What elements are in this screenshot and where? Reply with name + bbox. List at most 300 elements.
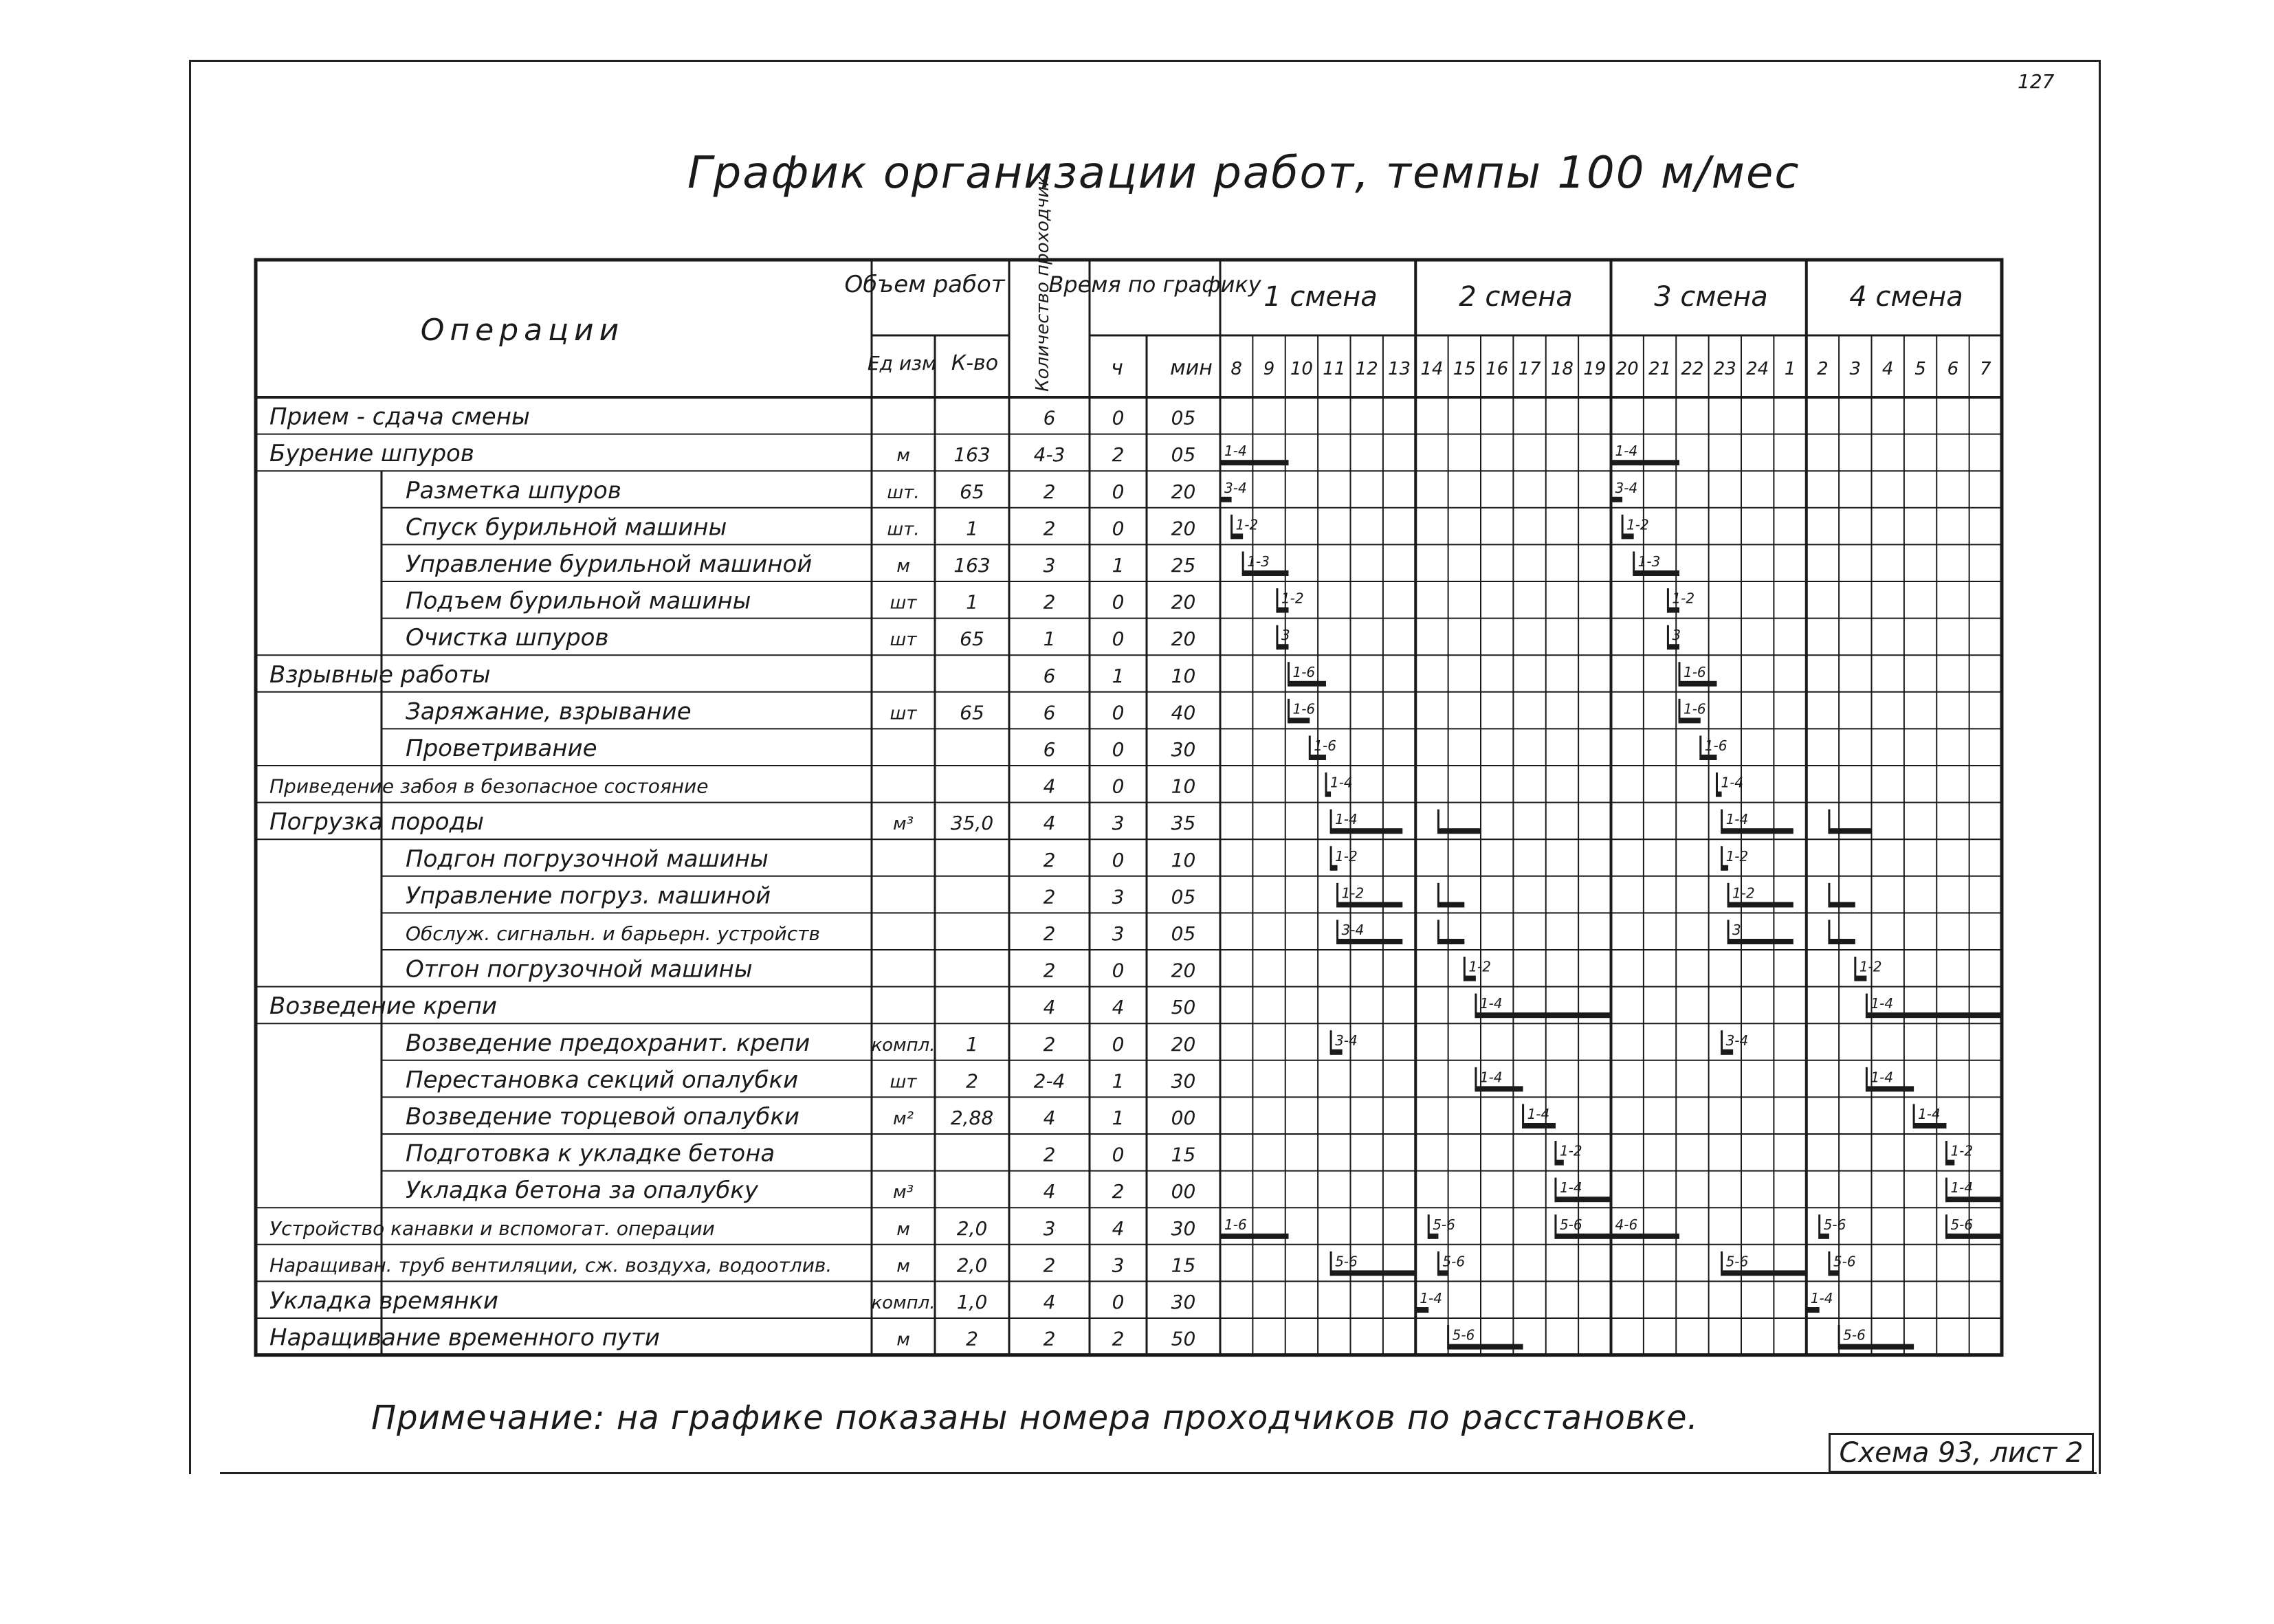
table-row <box>406 1177 1195 1204</box>
minutes-cell: 20 <box>1171 959 1196 982</box>
workers-cell: 6 <box>1043 701 1056 724</box>
operation-name: Обслуж. сигнальн. и барьерн. устройств <box>406 922 820 945</box>
bar-mark <box>1728 939 1793 944</box>
hour-label: 22 <box>1681 359 1704 379</box>
page-title: График организации работ, темпы 100 м/мес <box>687 148 1800 199</box>
hour-label: 6 <box>1947 359 1959 379</box>
bar-mark <box>1866 1086 1914 1091</box>
gantt-bar <box>1220 441 1288 466</box>
table-row <box>406 588 1195 615</box>
minutes-cell: 20 <box>1171 590 1196 614</box>
gantt-bar <box>1829 920 1855 944</box>
gantt-bar <box>1611 441 1679 466</box>
operation-name: Погрузка породы <box>269 808 484 836</box>
gantt-bar <box>1277 588 1304 613</box>
hours-cell: 2 <box>1112 1327 1125 1350</box>
table-row <box>406 956 1195 983</box>
minutes-cell: 40 <box>1171 701 1196 724</box>
bar-mark <box>1277 608 1289 613</box>
bar-mark <box>1611 497 1623 502</box>
hours-cell: 3 <box>1112 1254 1125 1277</box>
operation-name: Отгон погрузочной машины <box>406 955 753 983</box>
operation-name: Взрывные работы <box>269 660 491 689</box>
hour-label: 24 <box>1746 359 1769 379</box>
bar-label: 1-2 <box>1281 590 1304 607</box>
table-row <box>406 477 1195 504</box>
bar-label: 5-6 <box>1559 1216 1582 1233</box>
operation-name: Управление бурильной машиной <box>406 550 813 578</box>
hours-cell: 0 <box>1112 848 1125 871</box>
unit-cell: шт <box>890 630 917 651</box>
hours-cell: 0 <box>1112 406 1125 430</box>
workers-cell: 4 <box>1043 1106 1056 1129</box>
gantt-bar <box>1722 1030 1749 1055</box>
minutes-cell: 00 <box>1171 1180 1196 1203</box>
bar-mark <box>1728 902 1793 907</box>
hours-cell: 0 <box>1112 590 1125 614</box>
footnote: Примечание: на графике показаны номера проходчиков по расстановке. <box>371 1399 1699 1437</box>
table-row <box>269 440 1195 467</box>
bar-mark <box>1288 681 1325 687</box>
gantt-bar <box>1728 920 1793 944</box>
operation-name: Возведение торцевой опалубки <box>406 1103 799 1131</box>
bar-mark <box>1556 1160 1564 1166</box>
gantt-bar <box>1523 1104 1556 1128</box>
qty-cell: 2,0 <box>956 1216 988 1240</box>
bar-label: 1-6 <box>1224 1216 1247 1233</box>
gantt-bar <box>1634 551 1679 576</box>
gantt-bar <box>1288 699 1315 724</box>
bar-label: 1-4 <box>1479 995 1503 1012</box>
operation-name: Перестановка секций опалубки <box>406 1066 799 1094</box>
hours-cell: 0 <box>1112 517 1125 540</box>
workers-cell: 4-3 <box>1033 443 1066 467</box>
hour-label: 10 <box>1290 359 1313 379</box>
gantt-bar <box>1331 810 1402 834</box>
qty-cell: 65 <box>960 480 984 503</box>
table-row <box>269 1324 1195 1352</box>
operation-name: Спуск бурильной машины <box>406 513 727 542</box>
gantt-bar <box>1701 735 1727 760</box>
unit-cell: м <box>896 1329 910 1350</box>
operation-name: Разметка шпуров <box>406 476 621 504</box>
workers-cell: 2 <box>1043 517 1056 540</box>
workers-cell: 2 <box>1043 922 1056 945</box>
hour-label: 2 <box>1817 359 1829 379</box>
gantt-bar <box>1232 515 1259 540</box>
gantt-bar <box>1820 1214 1846 1239</box>
workers-cell: 4 <box>1043 775 1056 798</box>
minutes-cell: 30 <box>1171 1291 1196 1313</box>
operation-name: Прием - сдача смены <box>269 403 530 431</box>
hours-cell: 4 <box>1112 996 1125 1019</box>
bar-label: 1-2 <box>1335 847 1358 865</box>
hour-label: 3 <box>1849 359 1862 379</box>
bar-mark <box>1288 718 1310 723</box>
bar-label: 1-4 <box>1335 811 1358 828</box>
bar-mark <box>1668 644 1679 649</box>
minutes-cell: 05 <box>1171 922 1196 945</box>
gantt-bar <box>1438 920 1464 944</box>
gantt-bar <box>1438 883 1464 908</box>
minutes-cell: 30 <box>1171 738 1196 761</box>
bar-mark <box>1634 570 1679 576</box>
bar-mark <box>1722 828 1793 834</box>
hour-label: 16 <box>1486 359 1509 379</box>
bar-mark <box>1220 497 1232 502</box>
shift-2-label: 2 смена <box>1459 281 1573 313</box>
shift-1-label: 1 смена <box>1263 281 1378 313</box>
gantt-bar <box>1679 699 1706 724</box>
hour-label: 23 <box>1713 359 1736 379</box>
qty-cell: 2 <box>966 1327 978 1350</box>
workers-cell: 2 <box>1043 1032 1056 1056</box>
unit-cell: шт. <box>887 482 920 503</box>
hours-cell: 2 <box>1112 1180 1125 1203</box>
unit-cell: м <box>896 1219 910 1240</box>
bar-mark <box>1310 755 1326 760</box>
gantt-bar <box>1946 1178 2002 1203</box>
operation-name: Управление погруз. машиной <box>406 882 771 910</box>
hours-cell: 0 <box>1112 1032 1125 1056</box>
gantt-bar <box>1438 1252 1465 1276</box>
workers-cell: 2 <box>1043 959 1056 982</box>
header-hours: ч <box>1111 356 1123 380</box>
unit-cell: м³ <box>892 814 914 835</box>
unit-cell: компл. <box>871 1034 936 1056</box>
workers-cell: 2 <box>1043 1327 1056 1350</box>
bar-label: 5-6 <box>1950 1216 1974 1233</box>
table-row <box>406 922 1195 945</box>
bar-mark <box>1331 828 1402 834</box>
operation-name: Заряжание, взрывание <box>406 698 692 726</box>
bar-mark <box>1679 718 1701 723</box>
header-qty: К-во <box>951 351 999 375</box>
minutes-cell: 00 <box>1171 1106 1196 1129</box>
gantt-bar <box>1448 1325 1523 1350</box>
bar-mark <box>1243 570 1288 576</box>
header-time: Время по графику <box>1048 271 1261 298</box>
unit-cell: шт <box>890 1071 917 1093</box>
gantt-bar <box>1331 846 1358 871</box>
header-minutes: мин <box>1170 356 1213 380</box>
header-volume: Объем работ <box>844 271 1005 298</box>
bar-mark <box>1829 939 1855 944</box>
bar-mark <box>1448 1344 1523 1350</box>
operation-name: Бурение шпуров <box>269 440 474 468</box>
bar-mark <box>1232 533 1244 539</box>
hours-cell: 3 <box>1112 885 1125 909</box>
workers-cell: 6 <box>1043 738 1056 761</box>
bar-mark <box>1523 1123 1556 1128</box>
operation-name: Укладка бетона за опалубку <box>406 1177 758 1205</box>
minutes-cell: 20 <box>1171 517 1196 540</box>
hour-label: 12 <box>1355 359 1378 379</box>
bar-label: 1-2 <box>1672 590 1695 607</box>
bar-label: 1-4 <box>1810 1290 1833 1306</box>
gantt-bar <box>1611 1214 1679 1239</box>
gantt-bar <box>1556 1214 1611 1239</box>
gantt-bar <box>1310 735 1336 760</box>
bar-label: 3-4 <box>1725 1032 1749 1049</box>
gantt-bar <box>1338 920 1403 944</box>
gantt-bar <box>1331 1252 1415 1276</box>
bar-label: 3-4 <box>1615 479 1638 496</box>
bar-mark <box>1428 1234 1438 1239</box>
hour-label: 7 <box>1980 359 1991 379</box>
minutes-cell: 30 <box>1171 1216 1196 1240</box>
sheet-stamp: Схема 93, лист 2 <box>1829 1433 2094 1473</box>
unit-cell: м <box>896 556 910 577</box>
bar-label: 1-2 <box>1341 885 1365 902</box>
gantt-bar <box>1839 1325 1914 1350</box>
operation-name: Проветривание <box>406 735 597 762</box>
operation-name: Укладка времянки <box>269 1287 499 1315</box>
bar-mark <box>1338 939 1403 944</box>
gantt-bar <box>1338 883 1403 908</box>
bar-label: 1-4 <box>1224 443 1247 460</box>
minutes-cell: 30 <box>1171 1069 1196 1093</box>
bar-label: 4-6 <box>1615 1216 1638 1233</box>
unit-cell: м³ <box>892 1182 914 1203</box>
workers-cell: 2 <box>1043 590 1056 614</box>
operation-name: Возведение предохранит. крепи <box>406 1029 810 1057</box>
gantt-bar <box>1326 772 1353 797</box>
bar-mark <box>1807 1307 1820 1313</box>
qty-cell: 1,0 <box>956 1291 988 1313</box>
workers-cell: 2 <box>1043 480 1056 503</box>
table-row <box>406 624 1195 652</box>
bar-mark <box>1829 902 1855 907</box>
gantt-bar <box>1866 1067 1914 1092</box>
workers-cell: 2 <box>1043 1254 1056 1277</box>
workers-cell: 2-4 <box>1033 1069 1066 1093</box>
bar-label: 1-4 <box>1420 1290 1442 1306</box>
gantt-bar <box>1855 957 1882 981</box>
bar-label: 1-6 <box>1704 737 1727 754</box>
qty-cell: 35,0 <box>950 812 994 835</box>
workers-cell: 1 <box>1043 627 1056 651</box>
bar-label: 1-4 <box>1559 1179 1582 1197</box>
header-operations: Операции <box>420 313 625 348</box>
workers-cell: 4 <box>1043 812 1056 835</box>
bar-label: 1-2 <box>1626 516 1649 533</box>
hour-label: 17 <box>1518 359 1541 379</box>
gantt-bar <box>1829 810 1872 834</box>
hour-label: 5 <box>1914 359 1926 379</box>
bar-mark <box>1331 1270 1415 1276</box>
gantt-bar <box>1277 625 1290 650</box>
table-row <box>269 775 1195 798</box>
gantt-bar <box>1438 810 1481 834</box>
minutes-cell: 05 <box>1171 406 1196 430</box>
bar-label: 1-2 <box>1235 516 1259 533</box>
unit-cell: компл. <box>871 1293 936 1313</box>
table-row <box>269 661 1195 689</box>
hours-cell: 1 <box>1112 1106 1125 1129</box>
bar-label: 1-4 <box>1870 995 1894 1012</box>
workers-cell: 4 <box>1043 1291 1056 1313</box>
qty-cell: 65 <box>960 701 984 724</box>
bar-label: 1-4 <box>1615 443 1638 460</box>
workers-cell: 4 <box>1043 1180 1056 1203</box>
minutes-cell: 05 <box>1171 885 1196 909</box>
operation-name: Подготовка к укладке бетона <box>406 1139 775 1168</box>
bar-label: 5-6 <box>1335 1253 1358 1270</box>
minutes-cell: 15 <box>1171 1143 1196 1166</box>
table-row <box>406 845 1195 873</box>
bar-mark <box>1701 755 1717 760</box>
bar-label: 5-6 <box>1823 1216 1846 1233</box>
table-row <box>406 698 1195 725</box>
bar-mark <box>1668 608 1679 613</box>
bar-mark <box>1220 1234 1288 1239</box>
hour-label: 13 <box>1388 359 1411 379</box>
bar-label: 5-6 <box>1442 1253 1466 1270</box>
gantt-bar <box>1722 1252 1807 1276</box>
bar-mark <box>1829 1270 1839 1276</box>
bar-label: 1-2 <box>1859 958 1882 975</box>
bar-mark <box>1415 1307 1428 1313</box>
bar-label: 1-6 <box>1292 700 1316 718</box>
hours-cell: 0 <box>1112 1143 1125 1166</box>
workers-cell: 4 <box>1043 996 1056 1019</box>
gantt-bar <box>1415 1288 1442 1313</box>
qty-cell: 1 <box>966 590 978 614</box>
shift-4-label: 4 смена <box>1849 281 1963 313</box>
gantt-bar <box>1220 478 1247 502</box>
table-row <box>406 1030 1195 1057</box>
hour-label: 21 <box>1648 359 1672 379</box>
table-row <box>269 992 1195 1020</box>
workers-cell: 3 <box>1043 554 1056 577</box>
hours-cell: 0 <box>1112 775 1125 798</box>
bar-label: 1-4 <box>1870 1069 1894 1086</box>
bar-label: 3 <box>1672 627 1681 644</box>
bar-label: 5-6 <box>1725 1253 1749 1270</box>
bar-label: 1-3 <box>1637 553 1661 570</box>
operation-name: Подъем бурильной машины <box>406 587 751 615</box>
hours-cell: 1 <box>1112 554 1125 577</box>
operation-name: Устройство канавки и вспомогат. операции <box>269 1216 715 1240</box>
bar-label: 1-6 <box>1683 663 1706 680</box>
bar-mark <box>1946 1160 1954 1166</box>
gantt-bar <box>1476 994 1611 1019</box>
unit-cell: шт <box>890 703 917 724</box>
bar-mark <box>1438 1270 1448 1276</box>
hours-cell: 2 <box>1112 443 1125 467</box>
minutes-cell: 15 <box>1171 1254 1196 1277</box>
bar-label: 1-2 <box>1725 847 1749 865</box>
hours-cell: 0 <box>1112 627 1125 651</box>
qty-cell: 1 <box>966 517 978 540</box>
gantt-bar <box>1722 846 1749 871</box>
qty-cell: 163 <box>953 554 991 577</box>
bar-mark <box>1338 902 1403 907</box>
hours-cell: 4 <box>1112 1216 1125 1240</box>
gantt-bar <box>1722 810 1793 834</box>
bar-label: 1-6 <box>1314 737 1336 754</box>
bar-mark <box>1679 681 1716 687</box>
bar-mark <box>1855 976 1867 981</box>
bar-mark <box>1611 1234 1679 1239</box>
gantt-bar <box>1331 1030 1358 1055</box>
bar-label: 1-4 <box>1918 1106 1941 1122</box>
table-row <box>269 1287 1195 1315</box>
hour-label: 18 <box>1550 359 1574 379</box>
minutes-cell: 25 <box>1171 554 1196 577</box>
bar-mark <box>1331 1049 1343 1055</box>
header-unit: Ед изм <box>867 352 937 375</box>
gantt-bar <box>1464 957 1491 981</box>
bar-label: 3 <box>1732 922 1741 938</box>
hours-cell: 0 <box>1112 959 1125 982</box>
bar-label: 1-6 <box>1292 663 1316 680</box>
gantt-bar <box>1428 1214 1455 1239</box>
bar-label: 3-4 <box>1341 922 1365 938</box>
bar-mark <box>1866 1012 2002 1018</box>
operation-name: Приведение забоя в безопасное состояние <box>269 775 709 798</box>
bar-label: 1-2 <box>1559 1142 1582 1159</box>
table-row <box>406 1103 1195 1131</box>
qty-cell: 1 <box>966 1032 978 1056</box>
workers-cell: 3 <box>1043 1216 1056 1240</box>
bar-label: 5-6 <box>1833 1253 1856 1270</box>
qty-cell: 2,0 <box>956 1254 988 1277</box>
operation-name: Подгон погрузочной машины <box>406 845 769 873</box>
table-row <box>406 882 1195 909</box>
bar-mark <box>1556 1234 1611 1239</box>
minutes-cell: 20 <box>1171 480 1196 503</box>
operation-name: Очистка шпуров <box>406 624 609 652</box>
bar-label: 5-6 <box>1452 1326 1475 1344</box>
bar-label: 1-4 <box>1950 1179 1974 1197</box>
bar-label: 3-4 <box>1335 1032 1358 1049</box>
hours-cell: 3 <box>1112 812 1125 835</box>
bar-mark <box>1476 1086 1523 1091</box>
minutes-cell: 20 <box>1171 627 1196 651</box>
table-row <box>269 403 1195 431</box>
bar-mark <box>1829 828 1872 834</box>
table-row <box>269 808 1195 836</box>
operation-name: Возведение крепи <box>269 992 498 1021</box>
hours-cell: 0 <box>1112 480 1125 503</box>
shift-3-label: 3 смена <box>1654 281 1768 313</box>
gantt-bar <box>1914 1104 1946 1128</box>
hour-label: 19 <box>1583 359 1607 379</box>
gantt-bar <box>1668 588 1695 613</box>
gantt-bar <box>1829 1252 1856 1276</box>
bar-label: 1-3 <box>1247 553 1270 570</box>
gantt-bar <box>1668 625 1681 650</box>
gantt-bar <box>1679 662 1716 687</box>
bar-label: 1-4 <box>1721 774 1744 791</box>
bar-label: 1-4 <box>1329 774 1353 791</box>
table-row <box>269 1254 1195 1276</box>
minutes-cell: 50 <box>1171 996 1196 1019</box>
gantt-bar <box>1622 515 1649 540</box>
table-row <box>406 513 1195 541</box>
table-row <box>269 1217 1195 1240</box>
bar-label: 1-2 <box>1468 958 1491 975</box>
bar-label: 1-4 <box>1725 811 1749 828</box>
workers-cell: 2 <box>1043 1143 1056 1166</box>
bar-label: 1-6 <box>1683 700 1706 718</box>
page-number: 127 <box>2018 70 2055 93</box>
operation-name: Наращивание временного пути <box>269 1324 660 1352</box>
operation-name: Наращиван. труб вентиляции, сж. воздуха, водоотлив. <box>269 1254 832 1277</box>
table-row <box>406 1066 1195 1093</box>
